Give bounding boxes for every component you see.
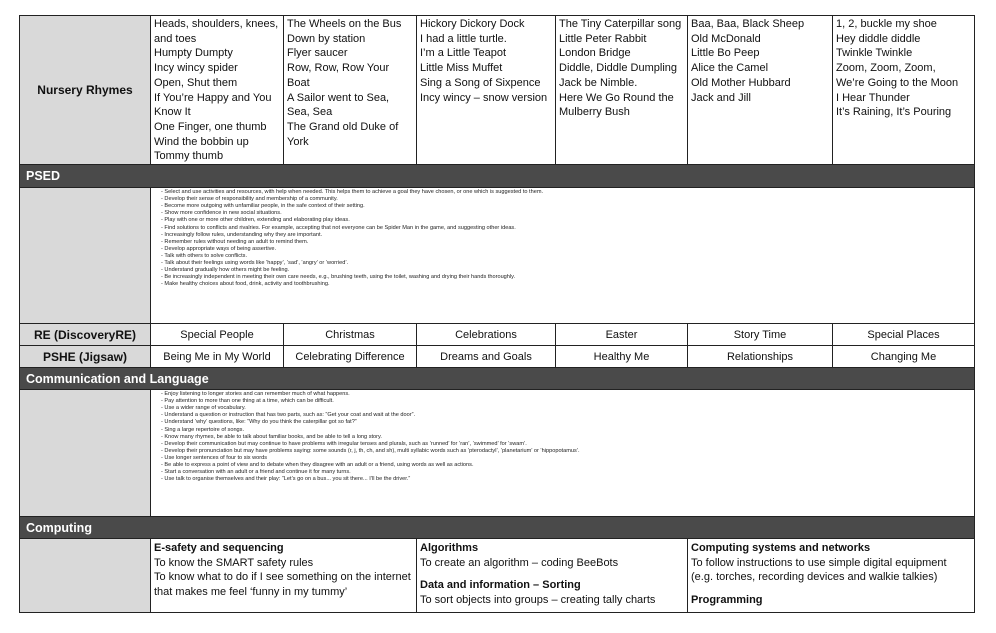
cl-header-row xyxy=(20,368,975,390)
psed-line: - Be increasingly independent in meeting their own care needs, e.g., brushing teeth, using the toilet, washing and drying their hands thoroughly. xyxy=(161,274,516,281)
cl-line: - Be able to express a point of view and to debate when they disagree with an adult or a friend, using words as well as actions. xyxy=(161,461,474,468)
cl-side-cell xyxy=(20,390,151,517)
rhyme: Flyer saucer xyxy=(287,47,348,60)
nursery-column-2 xyxy=(284,16,417,165)
cl-line: - Develop their communication but may continue to have problems with irregular tenses and plurals, such as ‘runned’ for ‘ran’, ‘swimmed’ for ‘swam’. xyxy=(161,440,527,447)
rhyme: Wind the bobbin up xyxy=(154,135,249,148)
rhyme: Open, Shut them xyxy=(154,76,238,89)
cl-line: - Use talk to organise themselves and their play: “Let’s go on a bus... you sit there... I’ll be the driver.” xyxy=(161,476,411,483)
algorithms-heading: Algorithms xyxy=(420,542,479,555)
esafety-line: To know what to do if I see something on the internet that makes me feel ‘funny in my tummy’ xyxy=(154,571,411,598)
rhyme: Little Miss Muffet xyxy=(420,62,503,75)
rhyme: Twinkle Twinkle xyxy=(836,47,913,60)
psed-line: - Talk with others to solve conflicts. xyxy=(161,252,248,259)
cl-line: - Enjoy listening to longer stories and can remember much of what happens. xyxy=(161,391,350,398)
psed-line: - Show more confidence in new social situations. xyxy=(161,210,282,217)
psed-line: - Make healthy choices about food, drink, activity and toothbrushing. xyxy=(161,281,330,288)
re-topic: Special Places xyxy=(833,324,975,346)
cl-line: - Use longer sentences of four to six words xyxy=(161,454,268,461)
cl-content-row xyxy=(20,390,975,517)
psed-line: - Find solutions to conflicts and rivalries. For example, accepting that not everyone can be Spider Man in the game, and suggesting other ideas. xyxy=(161,224,516,231)
nursery-rhymes-label: Nursery Rhymes xyxy=(20,16,151,165)
psed-line: - Become more outgoing with unfamiliar people, in the safe context of their setting. xyxy=(161,203,365,210)
computing-side-cell xyxy=(20,539,151,613)
rhyme: London Bridge xyxy=(559,47,631,60)
rhyme: Here We Go Round the Mulberry Bush xyxy=(559,91,674,119)
psed-line: - Develop their sense of responsibility and membership of a community. xyxy=(161,196,338,203)
systems-heading: Computing systems and networks xyxy=(691,542,871,555)
nursery-column-5 xyxy=(688,16,833,165)
psed-line: - Play with one or more other children, extending and elaborating play ideas. xyxy=(161,217,350,224)
spacer xyxy=(691,585,971,593)
cl-statements xyxy=(151,390,975,517)
rhyme: It’s Raining, It’s Pouring xyxy=(836,106,952,119)
pshe-topic: Celebrating Difference xyxy=(284,346,417,368)
rhyme: The Tiny Caterpillar song xyxy=(559,18,682,30)
rhyme: Zoom, Zoom, Zoom, xyxy=(836,62,936,75)
rhyme: The Wheels on the Bus xyxy=(287,18,402,30)
rhyme: 1, 2, buckle my shoe xyxy=(836,18,937,30)
computing-algorithms xyxy=(417,539,688,613)
re-row xyxy=(20,324,975,346)
rhyme: Sing a Song of Sixpence xyxy=(420,76,541,89)
pshe-topic: Changing Me xyxy=(833,346,975,368)
rhyme: Little Bo Peep xyxy=(691,47,760,60)
computing-esafety xyxy=(151,539,417,613)
cl-line: - Understand ‘why’ questions, like: “Why do you think the caterpillar got so fat?” xyxy=(161,419,357,426)
rhyme: I’m a Little Teapot xyxy=(420,47,507,60)
cl-line: - Understand a question or instruction that has two parts, such as: “Get your coat and wait at the door”. xyxy=(161,412,416,419)
pshe-label: PSHE (Jigsaw) xyxy=(20,346,151,368)
pshe-topic: Relationships xyxy=(688,346,833,368)
rhyme: Old Mother Hubbard xyxy=(691,76,791,89)
data-sorting-line: To sort objects into groups – creating tally charts xyxy=(420,593,656,606)
rhyme: Little Peter Rabbit xyxy=(559,32,647,45)
spacer xyxy=(420,570,684,578)
pshe-topic: Being Me in My World xyxy=(151,346,284,368)
psed-line: - Understand gradually how others might be feeling. xyxy=(161,267,290,274)
rhyme: The Grand old Duke of York xyxy=(287,120,399,148)
computing-heading: Computing xyxy=(20,517,975,539)
rhyme: I Hear Thunder xyxy=(836,91,910,104)
programming-heading: Programming xyxy=(691,593,763,606)
nursery-rhymes-row xyxy=(20,16,975,165)
rhyme: A Sailor went to Sea, Sea, Sea xyxy=(287,91,390,119)
rhyme: If You’re Happy and You Know It xyxy=(154,91,272,119)
data-sorting-heading: Data and information – Sorting xyxy=(420,579,581,592)
cl-line: - Use a wider range of vocabulary. xyxy=(161,405,246,412)
rhyme: Incy wincy – snow version xyxy=(420,91,548,104)
re-topic: Story Time xyxy=(688,324,833,346)
cl-line: - Know many rhymes, be able to talk about familiar books, and be able to tell a long story. xyxy=(161,433,382,440)
rhyme: Baa, Baa, Black Sheep xyxy=(691,18,805,30)
computing-content-row xyxy=(20,539,975,613)
rhyme: Tommy thumb xyxy=(154,150,224,163)
esafety-heading: E-safety and sequencing xyxy=(154,542,284,555)
rhyme: Alice the Camel xyxy=(691,62,769,75)
re-label: RE (DiscoveryRE) xyxy=(20,324,151,346)
rhyme: Down by station xyxy=(287,32,366,45)
psed-line: - Increasingly follow rules, understanding why they are important. xyxy=(161,231,323,238)
rhyme: Hickory Dickory Dock xyxy=(420,18,525,30)
cl-line: - Develop their pronunciation but may have problems saying: some sounds (r, j, th, ch, and sh), multi syllabic words such as ‘pterodactyl’, ‘planetarium’ or ‘hippopotamus’. xyxy=(161,447,580,454)
rhyme: Diddle, Diddle Dumpling xyxy=(559,62,678,75)
cl-line: - Start a conversation with an adult or a friend and continue it for many turns. xyxy=(161,469,351,476)
pshe-row xyxy=(20,346,975,368)
re-topic: Special People xyxy=(151,324,284,346)
computing-systems xyxy=(688,539,975,613)
psed-statements xyxy=(151,188,975,324)
rhyme: Old McDonald xyxy=(691,32,761,45)
psed-line: - Select and use activities and resources, with help when needed. This helps them to achieve a goal they have chosen, or one which is suggested to them. xyxy=(161,189,544,196)
psed-heading: PSED xyxy=(20,165,975,188)
rhyme: One Finger, one thumb xyxy=(154,120,267,133)
psed-line: - Develop appropriate ways of being assertive. xyxy=(161,245,277,252)
nursery-column-1 xyxy=(151,16,284,165)
rhyme: Heads, shoulders, knees, and toes xyxy=(154,18,279,45)
rhyme: Jack be Nimble. xyxy=(559,76,638,89)
pshe-topic: Healthy Me xyxy=(556,346,688,368)
rhyme: Incy wincy spider xyxy=(154,62,238,75)
nursery-column-4 xyxy=(556,16,688,165)
re-topic: Celebrations xyxy=(417,324,556,346)
rhyme: Hey diddle diddle xyxy=(836,32,921,45)
nursery-column-3 xyxy=(417,16,556,165)
cl-heading: Communication and Language xyxy=(20,368,975,390)
cl-line: - Pay attention to more than one thing at a time, which can be difficult. xyxy=(161,398,334,405)
curriculum-table xyxy=(19,15,975,613)
re-topic: Christmas xyxy=(284,324,417,346)
curriculum-sheet xyxy=(19,15,974,613)
psed-content-row xyxy=(20,188,975,324)
psed-line: - Talk about their feelings using words like ‘happy’, ‘sad’, ‘angry’ or ‘worried’. xyxy=(161,259,349,266)
algorithms-line: To create an algorithm – coding BeeBots xyxy=(420,556,619,569)
re-topic: Easter xyxy=(556,324,688,346)
pshe-topic: Dreams and Goals xyxy=(417,346,556,368)
computing-header-row xyxy=(20,517,975,539)
rhyme: We’re Going to the Moon xyxy=(836,76,959,89)
esafety-line: To know the SMART safety rules xyxy=(154,556,314,569)
rhyme: Jack and Jill xyxy=(691,91,751,104)
nursery-column-6 xyxy=(833,16,975,165)
psed-side-cell xyxy=(20,188,151,324)
rhyme: I had a little turtle. xyxy=(420,32,507,45)
psed-header-row xyxy=(20,165,975,188)
systems-line: To follow instructions to use simple digital equipment (e.g. torches, recording devices and walkie talkies) xyxy=(691,556,947,584)
rhyme: Row, Row, Row Your Boat xyxy=(287,62,390,89)
cl-line: - Sing a large repertoire of songs. xyxy=(161,426,245,433)
psed-line: - Remember rules without needing an adult to remind them. xyxy=(161,238,309,245)
rhyme: Humpty Dumpty xyxy=(154,47,233,60)
